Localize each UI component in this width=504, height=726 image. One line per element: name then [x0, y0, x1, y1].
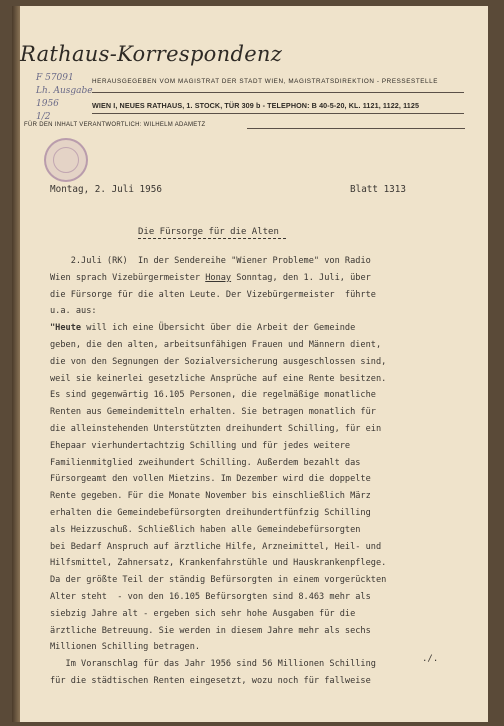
quote-line: Im Voranschlag für das Jahr 1956 sind 56 Millionen Schilling	[50, 659, 376, 670]
hand-note-1: F 57091	[36, 73, 74, 83]
quote-line: Familienmitglied zweihundert Schilling. Außerdem bezahlt das	[50, 457, 361, 468]
quote-line: "Heute will ich eine Übersicht über die Arbeit der Gemeinde	[50, 323, 356, 334]
intro-line-3: die Fürsorge für die alten Leute. Der Vizebürgermeister führte	[50, 289, 376, 300]
quote-line: Rente gegeben. Für die Monate November bis einschließlich März	[50, 491, 371, 502]
continuation-mark: ./.	[422, 654, 439, 664]
hand-note-3: 1956	[36, 99, 59, 109]
quote-line: Renten aus Gemeindemitteln erhalten. Sie betragen monatlich für	[50, 407, 376, 418]
speaker-name: Honay	[205, 272, 232, 283]
article-body	[50, 253, 386, 690]
responsible-line: FÜR DEN INHALT VERANTWORTLICH: WILHELM ADAMETZ	[24, 122, 206, 128]
quote-line: Es sind gegenwärtig 16.105 Personen, die regelmäßige monatliche	[50, 390, 376, 401]
quote-line: geben, die den alten, arbeitsunfähigen Frauen und Männern dient,	[50, 339, 382, 350]
header-rule	[92, 92, 464, 93]
intro-line-4: u.a. aus:	[50, 306, 97, 317]
handwritten-notes	[36, 72, 93, 124]
intro-line-1	[50, 253, 386, 270]
quote-line: Millionen Schilling betragen.	[50, 642, 201, 653]
intro-text: Sonntag, den 1. Juli, über	[231, 272, 371, 283]
quote-line: als Heizzuschuß. Schließlich haben alle Gemeindebefürsorgten	[50, 524, 361, 535]
article-title: Die Fürsorge für die Alten	[138, 227, 279, 237]
archive-stamp-icon	[44, 138, 88, 182]
hand-note-4: 1/2	[36, 112, 51, 122]
document-page	[12, 6, 488, 722]
quote-line: Fürsorgeamt den vollen Mietzins. Im Dezember wird die doppelte	[50, 474, 371, 485]
quote-line: die von den Segnungen der Sozialversicherung ausgeschlossen sind,	[50, 356, 387, 367]
quote-line: weil sie keinerlei gesetzliche Ansprüche auf eine Rente besitzen.	[50, 373, 387, 384]
intro-line-2	[50, 270, 386, 287]
quote-line: siebzig Jahre alt - ergeben sich sehr hohe Ausgaben für die	[50, 608, 356, 619]
date-line: Montag, 2. Juli 1956	[50, 184, 162, 195]
quote-first-word: "Heute	[50, 323, 82, 334]
quote-line: Alter steht - von den 16.105 Befürsorgten sind 8.463 mehr als	[50, 591, 371, 602]
masthead-title: Rathaus-Korrespondenz	[20, 42, 283, 66]
binding-edge	[12, 6, 20, 722]
header-rule-2	[92, 113, 464, 114]
quote-line: die alleinstehenden Unterstützten dreihundert Schilling, für ein	[50, 423, 382, 434]
quote-line: erhalten die Gemeindebefürsorgten dreihundertfünfzig Schilling	[50, 507, 371, 518]
sheet-number: Blatt 1313	[350, 184, 406, 195]
responsible-rule	[247, 128, 465, 129]
title-underline	[138, 238, 286, 239]
quote-line: ärztliche Betreuung. Sie werden in diesem Jahre mehr als sechs	[50, 625, 371, 636]
address-line: WIEN I, NEUES RATHAUS, 1. STOCK, TÜR 309 b - TELEPHON: B 40-5-20, KL. 1121, 1122, 1125	[92, 101, 420, 110]
intro-text: Wien sprach Vizebürgermeister	[50, 272, 206, 283]
quote-line: Hilfsmittel, Zahnersatz, Krankenfahrstühle und Hauskrankenpflege.	[50, 558, 387, 569]
intro-text: 2.Juli (RK) In der Sendereihe "Wiener Probleme" von Radio	[70, 256, 371, 266]
publisher-line: HERAUSGEGEBEN VOM MAGISTRAT DER STADT WIEN, MAGISTRATSDIREKTION - PRESSESTELLE	[92, 78, 439, 85]
quote-line: Da der größte Teil der ständig Befürsorgten in einem vorgerückten	[50, 575, 387, 586]
quote-line: Ehepaar vierhundertachtzig Schilling und für jedes weitere	[50, 440, 351, 451]
quote-line: bei Bedarf Anspruch auf ärztliche Hilfe, Arzneimittel, Heil- und	[50, 541, 382, 552]
quote-line: für die städtischen Renten eingesetzt, wozu noch für fallweise	[50, 675, 371, 686]
hand-note-2: Lh. Ausgabe	[36, 86, 93, 96]
